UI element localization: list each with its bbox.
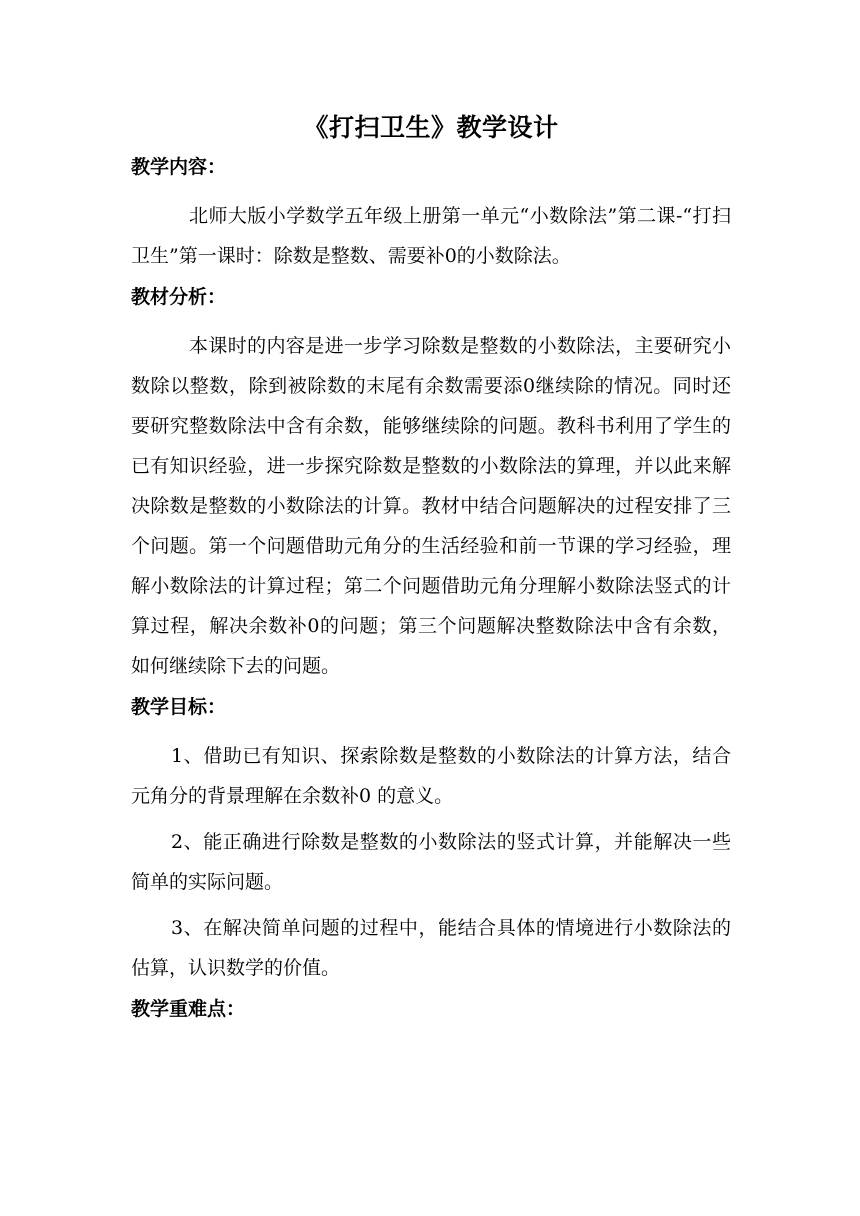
document-title: 《打扫卫生》教学设计 bbox=[303, 113, 559, 142]
objective-item-1: 1、借助已有知识、探索除数是整数的小数除法的计算方法，结合元角分的背景理解在余数补0 的意义。 bbox=[131, 745, 731, 807]
analysis-paragraph: 本课时的内容是进一步学习除数是整数的小数除法，主要研究小数除以整数，除到被除数的末尾有余数需要添0继续除的情况。同时还要研究整数除法中含有余数，能够继续除的问题。教科书利用了学生的已有知识经验，进一步探究除数是整数的小数除法的算理，并以此来解决除数是整数的小数除法的计算。教材中结合问题解决的过程安排了三个问题。第一个问题借助元角分的生活经验和前一节课的学习经验，理解小数除法的计算过程；第二个问题借助元角分理解小数除法竖式的计算过程，解决余数补0的问题；第三个问题解决整数除法中含有余数，如何继续除下去的问题。 bbox=[131, 335, 731, 677]
section-heading-objectives: 教学目标： bbox=[131, 696, 227, 718]
objective-item-2: 2、能正确进行除数是整数的小数除法的竖式计算，并能解决一些简单的实际问题。 bbox=[131, 831, 731, 893]
section-heading-analysis: 教材分析： bbox=[131, 286, 227, 308]
content-paragraph: 北师大版小学数学五年级上册第一单元“小数除法”第二课-“打扫卫生”第一课时：除数是整数、需要补0的小数除法。 bbox=[131, 205, 731, 267]
section-heading-content: 教学内容： bbox=[131, 156, 227, 178]
section-heading-key-points: 教学重难点： bbox=[131, 998, 246, 1020]
document-body bbox=[131, 108, 731, 1038]
objective-item-3: 3、在解决简单问题的过程中，能结合具体的情境进行小数除法的估算，认识数学的价值。 bbox=[131, 917, 731, 979]
